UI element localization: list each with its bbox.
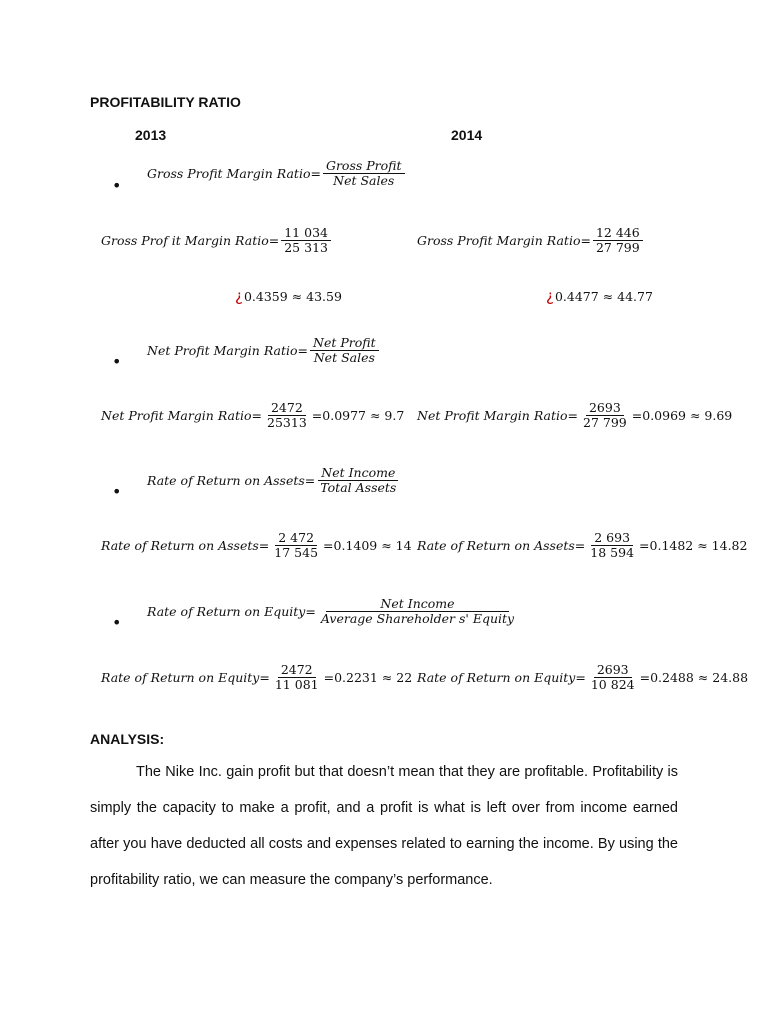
equals-sign: =	[251, 408, 263, 424]
fraction-numerator: 2472	[268, 401, 306, 416]
equals-sign: =	[323, 538, 334, 554]
gross-profit-margin-formula	[147, 159, 407, 189]
return-on-assets-2014	[417, 531, 747, 561]
fraction-denominator: 17 545	[274, 545, 319, 561]
fraction-denominator: 25 313	[284, 240, 328, 256]
fraction	[317, 466, 399, 496]
fraction	[588, 663, 638, 693]
gross-profit-margin-2014	[417, 226, 645, 256]
net-profit-margin-2013	[101, 401, 404, 431]
fraction	[318, 597, 517, 627]
return-on-assets-2013	[101, 531, 412, 561]
fraction-denominator: 10 824	[590, 677, 635, 693]
bullet-marker: •	[112, 613, 122, 632]
year-2013-heading: 2013	[135, 127, 167, 143]
fraction-numerator: Gross Profit	[323, 159, 405, 174]
result-value: 0.4359 ≈ 43.59	[243, 288, 342, 304]
fraction-numerator: 11 034	[281, 226, 331, 241]
fraction-numerator: 2693	[586, 401, 624, 416]
formula-lhs: Rate of Return on Equity	[417, 670, 576, 686]
equals-sign: =	[310, 166, 321, 182]
equals-sign: =	[574, 538, 586, 554]
return-on-assets-formula	[147, 466, 401, 496]
result-value: 0.2488 ≈ 24.88	[650, 670, 749, 686]
fraction-denominator: 18 594	[590, 545, 635, 561]
net-profit-margin-formula	[147, 336, 381, 366]
formula-lhs: Net Profit Margin Ratio	[101, 408, 252, 424]
result-value: 0.1482 ≈ 14.82	[649, 538, 748, 554]
analysis-text: The Nike Inc. gain profit but that doesn’t mean that they are profitable. Profitability is simply the capacity to make a profit, and a profit is what is left over from income earned after you have deducted all costs and expenses related to earning the income. By using the profitability ratio, we can measure the company’s performance.	[90, 764, 678, 888]
formula-lhs: Net Profit Margin Ratio	[147, 343, 298, 359]
fraction	[323, 159, 405, 189]
equals-sign: =	[580, 233, 591, 249]
equals-sign: =	[567, 408, 579, 424]
equals-sign: =	[297, 343, 309, 359]
analysis-paragraph	[90, 754, 678, 898]
fraction-denominator: Total Assets	[320, 480, 397, 496]
fraction-denominator: Net Sales	[333, 173, 395, 189]
fraction-numerator: Net Profit	[310, 336, 379, 351]
return-on-equity-formula	[147, 597, 519, 627]
fraction-numerator: Net Income	[326, 597, 508, 612]
gross-profit-margin-2013	[101, 226, 333, 256]
equals-sign: =	[639, 670, 651, 686]
bullet-marker: •	[112, 482, 122, 501]
formula-lhs: Gross Profit Margin Ratio	[147, 166, 311, 182]
formula-lhs: Rate of Return on Assets	[101, 538, 259, 554]
fraction-denominator: Net Sales	[313, 350, 375, 366]
bullet-marker: •	[112, 176, 122, 195]
analysis-heading: ANALYSIS:	[90, 731, 165, 747]
fraction-denominator: 11 081	[274, 677, 319, 693]
result-prefix-glyph: ¿	[235, 287, 243, 305]
result-value: 0.0977 ≈ 9.7	[322, 408, 405, 424]
formula-lhs: Rate of Return on Assets	[147, 473, 305, 489]
equals-sign: =	[639, 538, 650, 554]
equals-sign: =	[304, 473, 316, 489]
equals-sign: =	[268, 233, 280, 249]
fraction-numerator: Net Income	[318, 466, 398, 481]
result-value: 0.4477 ≈ 44.77	[554, 288, 653, 304]
fraction	[593, 226, 643, 256]
result-prefix-glyph: ¿	[546, 287, 554, 305]
result-value: 0.1409 ≈ 14	[333, 538, 412, 554]
fraction	[271, 531, 321, 561]
bullet-marker: •	[112, 352, 122, 371]
formula-lhs: Net Profit Margin Ratio	[417, 408, 568, 424]
equals-sign: =	[575, 670, 586, 686]
equals-sign: =	[631, 408, 643, 424]
page-title: PROFITABILITY RATIO	[90, 94, 241, 110]
fraction	[264, 401, 310, 431]
net-profit-margin-2014	[417, 401, 732, 431]
equals-sign: =	[305, 604, 316, 620]
gross-profit-result-2013	[235, 287, 342, 305]
fraction	[580, 401, 630, 431]
formula-lhs: Gross Profit Margin Ratio	[417, 233, 581, 249]
gross-profit-result-2014	[546, 287, 653, 305]
fraction	[281, 226, 331, 256]
fraction-numerator: 2 472	[275, 531, 317, 546]
equals-sign: =	[259, 670, 270, 686]
formula-lhs: Rate of Return on Equity	[147, 604, 306, 620]
fraction-denominator: Average Shareholder s' Equity	[320, 611, 515, 627]
result-value: 0.0969 ≈ 9.69	[642, 408, 733, 424]
fraction-denominator: 27 799	[583, 415, 627, 431]
equals-sign: =	[258, 538, 270, 554]
equals-sign: =	[311, 408, 323, 424]
fraction	[310, 336, 379, 366]
fraction-numerator: 2693	[594, 663, 632, 678]
fraction-numerator: 2472	[278, 663, 316, 678]
fraction-numerator: 12 446	[593, 226, 643, 241]
fraction-denominator: 25313	[267, 415, 307, 431]
return-on-equity-2014	[417, 663, 748, 693]
fraction-denominator: 27 799	[595, 240, 640, 256]
return-on-equity-2013	[101, 663, 412, 693]
formula-lhs: Rate of Return on Equity	[101, 670, 260, 686]
formula-lhs: Rate of Return on Assets	[417, 538, 575, 554]
formula-lhs: Gross Prof it Margin Ratio	[101, 233, 269, 249]
result-value: 0.2231 ≈ 22	[334, 670, 413, 686]
year-2014-heading: 2014	[451, 127, 483, 143]
equals-sign: =	[323, 670, 335, 686]
fraction	[272, 663, 322, 693]
fraction-numerator: 2 693	[591, 531, 633, 546]
fraction	[587, 531, 637, 561]
